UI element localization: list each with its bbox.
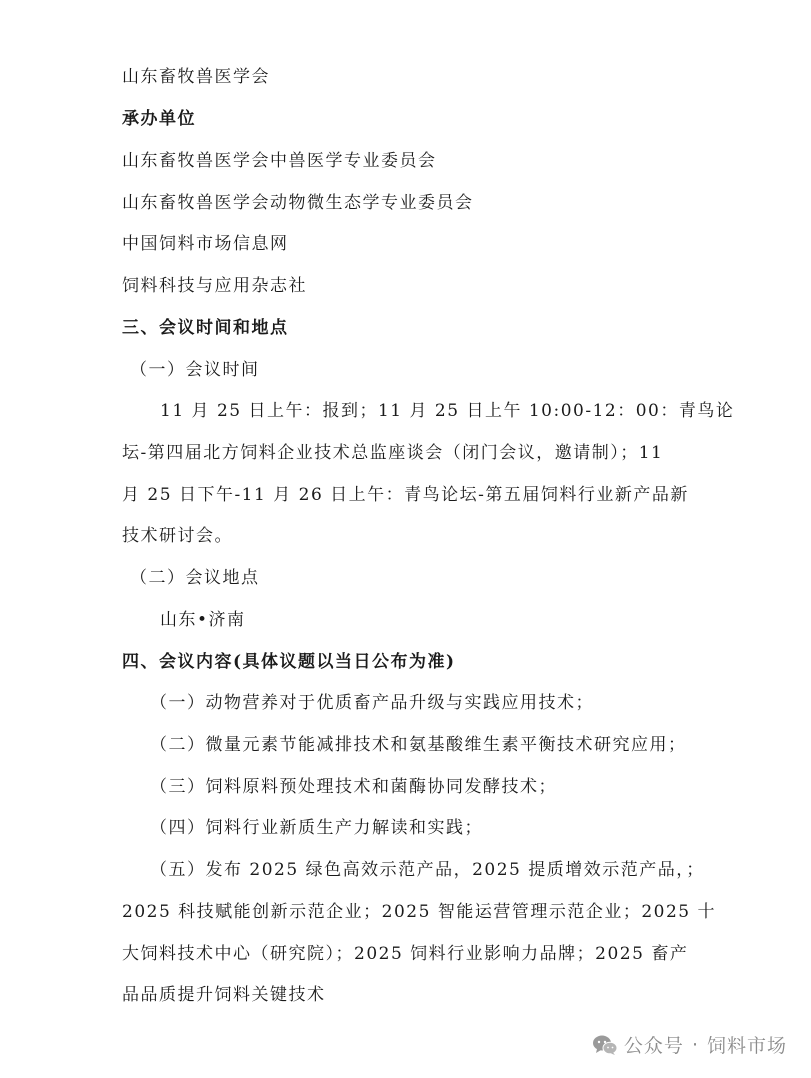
- content-item-1: （一）动物营养对于优质畜产品升级与实践应用技术；: [150, 693, 594, 713]
- time-paragraph-line-1: 11 月 25 日上午：报到；11 月 25 日上午 10:00-12：00：青鸟论: [160, 401, 735, 421]
- time-paragraph-line-4: 技术研讨会。: [122, 526, 233, 546]
- content-item-4: （四）饲料行业新质生产力解读和实践；: [150, 818, 483, 838]
- content-item-5-line-2: 2025 科技赋能创新示范企业；2025 智能运营管理示范企业；2025 十: [122, 902, 717, 922]
- subheading-time: （一）会议时间: [130, 360, 260, 380]
- watermark-name: 饲料市场: [706, 1035, 787, 1057]
- content-item-5-line-4: 品品质提升饲料关键技术: [122, 985, 326, 1005]
- org-line-3: 山东畜牧兽医学会动物微生态学专业委员会: [122, 193, 474, 213]
- watermark-prefix: 公众号: [623, 1035, 684, 1057]
- watermark-separator: ·: [691, 1033, 699, 1056]
- heading-time-place: 三、会议时间和地点: [122, 318, 289, 338]
- org-line-4: 中国饲料市场信息网: [122, 234, 289, 254]
- content-item-3: （三）饲料原料预处理技术和菌酶协同发酵技术；: [150, 777, 557, 797]
- org-line-2: 山东畜牧兽医学会中兽医学专业委员会: [122, 151, 437, 171]
- time-paragraph-line-3: 月 25 日下午-11 月 26 日上午：青鸟论坛-第五届饲料行业新产品新: [122, 485, 689, 505]
- heading-organizer: 承办单位: [122, 109, 196, 129]
- org-line-1: 山东畜牧兽医学会: [122, 67, 270, 87]
- place-text: 山东•济南: [160, 610, 246, 630]
- time-paragraph-line-2: 坛-第四届北方饲料企业技术总监座谈会（闭门会议，邀请制）；11: [122, 443, 664, 463]
- heading-content: 四、会议内容(具体议题以当日公布为准): [122, 652, 456, 672]
- content-item-5-line-1: （五）发布 2025 绿色高效示范产品，2025 提质增效示范产品，；: [150, 860, 705, 880]
- content-item-2: （二）微量元素节能减排技术和氨基酸维生素平衡技术研究应用；: [150, 735, 687, 755]
- subheading-place: （二）会议地点: [130, 568, 260, 588]
- wechat-watermark: [592, 1031, 787, 1058]
- org-line-5: 饲料科技与应用杂志社: [122, 276, 307, 296]
- content-item-5-line-3: 大饲料技术中心（研究院）；2025 饲料行业影响力品牌；2025 畜产: [122, 944, 689, 964]
- wechat-icon: [592, 1034, 618, 1056]
